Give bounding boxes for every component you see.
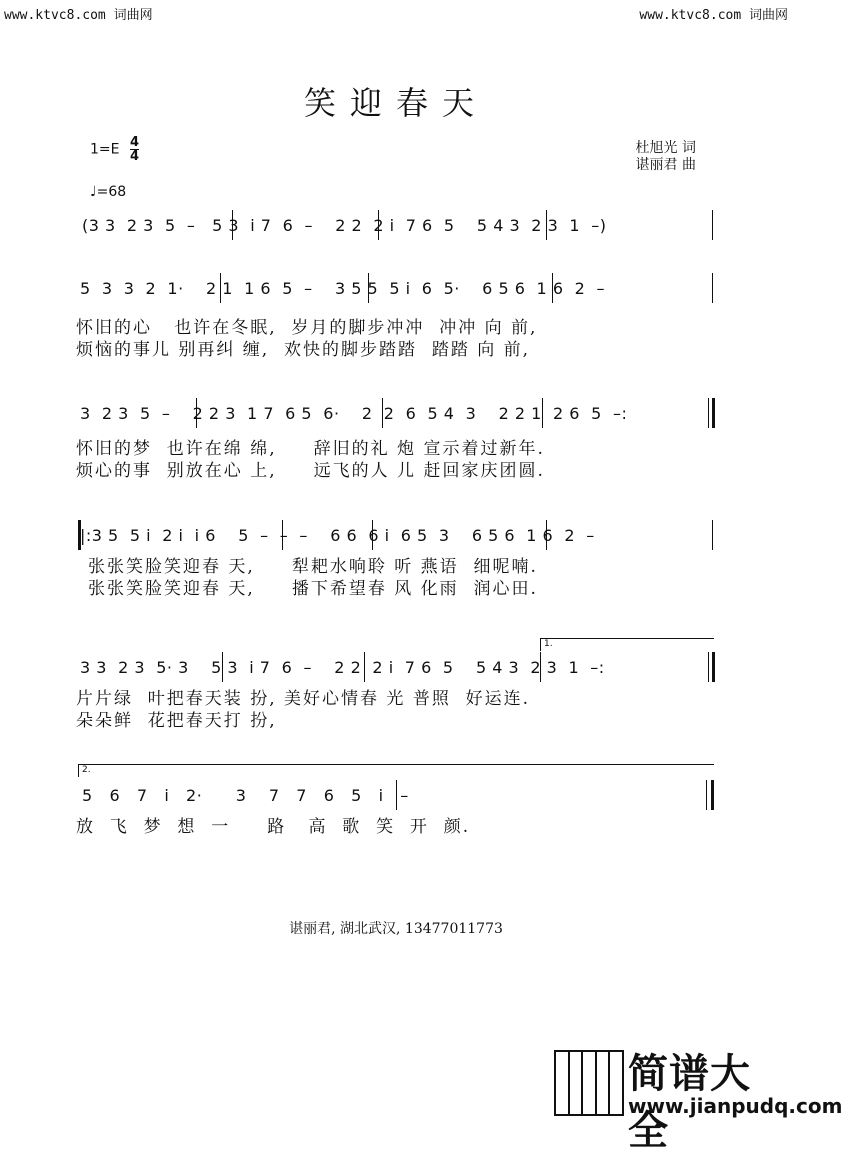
watermark-right: www.ktvc8.com 词曲网 — [639, 8, 788, 23]
composer: 谌丽君 曲 — [635, 157, 696, 173]
notes-line: 5 6 7 i 2· 3 7 7 6 5 i – — [82, 786, 409, 805]
volta-2: 2. — [78, 764, 714, 777]
lyrics-verse-1: 怀旧的心 也许在冬眠, 岁月的脚步冲冲 冲冲 向 前, — [76, 318, 538, 338]
notes-line: |:3 5 5 i 2 i i 6 5 – – – 6 6 6 i 6 5 3 6 5 6 1 6 2 – — [80, 526, 595, 545]
piano-icon — [554, 1050, 624, 1116]
key-label: 1=E — [90, 141, 120, 158]
watermark-left: www.ktvc8.com 词曲网 — [4, 8, 153, 23]
contact-footer: 谌丽君, 湖北武汉, 13477011773 — [289, 921, 503, 937]
site-logo — [554, 1042, 842, 1154]
lyrics-verse-2: 烦恼的事儿 别再纠 缠, 欢快的脚步踏踏 踏踏 向 前, — [76, 340, 531, 360]
logo-url: www.jianpudq.com — [628, 1094, 842, 1118]
time-sig-bottom: 4 — [129, 149, 139, 164]
lyrics-verse-2: 烦心的事 别放在心 上, 远飞的人 儿 赶回家庆团圆. — [76, 461, 545, 481]
volta-1: 1. — [540, 638, 714, 651]
lyrics-verse-1: 片片绿 叶把春天装 扮, 美好心情春 光 普照 好运连. — [76, 689, 531, 709]
lyrics-verse-2: 朵朵鲜 花把春天打 扮, — [76, 711, 277, 731]
key-signature — [90, 136, 139, 163]
notes-line: 5 3 3 2 1· 2 1 1 6 5 – 3 5 5 5 i 6 5· 6 5 6 1 6 2 – — [80, 279, 606, 298]
song-title: 笑迎春天 — [303, 84, 488, 122]
time-signature — [130, 136, 139, 163]
notes-line: 3 3 2 3 5· 3 5 3 i 7 6 – 2 2 2 i 7 6 5 5 4 3 2 3 1 –: — [80, 658, 605, 677]
lyrics-verse-1: 怀旧的梦 也许在绵 绵, 辞旧的礼 炮 宣示着过新年. — [76, 439, 545, 459]
logo-title: 简谱大全 — [628, 1051, 751, 1154]
lyrics-verse-2: 张张笑脸笑迎春 天, 播下希望春 风 化雨 润心田. — [88, 579, 538, 599]
lyrics-verse-1: 放 飞 梦 想 一 路 高 歌 笑 开 颜. — [76, 817, 471, 837]
lyricist: 杜旭光 词 — [635, 140, 696, 156]
credits — [636, 140, 696, 174]
notes-line: (3 3 2 3 5 – 5 3 i 7 6 – 2 2 2 i 7 6 5 5 4 3 2 3 1 –) — [82, 216, 607, 235]
time-sig-top: 4 — [129, 135, 139, 150]
tempo-mark: ♩=68 — [90, 184, 127, 200]
notes-line: 3 2 3 5 – 2 2 3 1 7 6 5 6· 2 2 6 5 4 3 2 2 1 2 6 5 –: — [80, 404, 628, 423]
lyrics-verse-1: 张张笑脸笑迎春 天, 犁耙水响聆 听 燕语 细呢喃. — [88, 557, 538, 577]
